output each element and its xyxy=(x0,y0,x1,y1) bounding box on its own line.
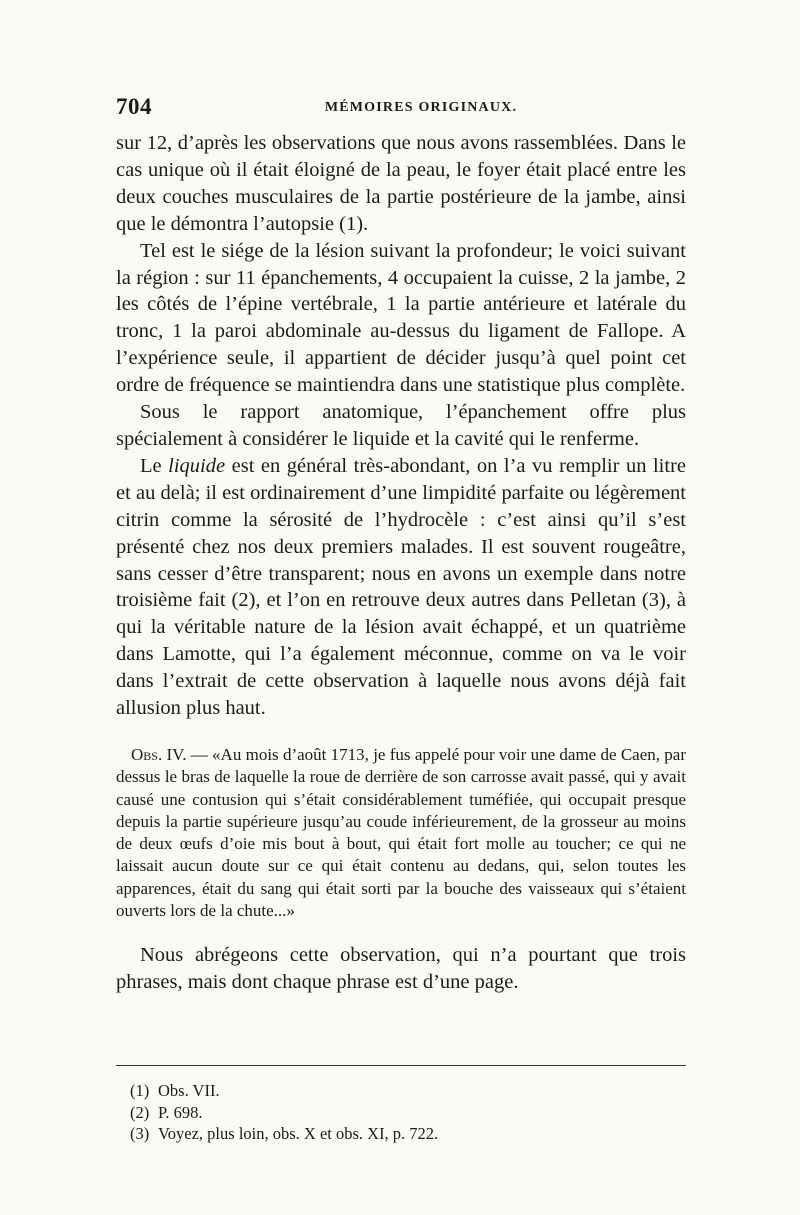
closing-paragraph: Nous abrégeons cette observation, qui n’a pourtant que trois phrases, mais dont chaque phrase est d’une page. xyxy=(116,944,686,994)
footnote-number: (3) xyxy=(130,1124,150,1143)
body-text xyxy=(116,130,686,996)
running-head: MÉMOIRES ORIGINAUX. xyxy=(324,100,518,115)
observation-text: — «Au mois d’août 1713, je fus appelé pour voir une dame de Caen, par dessus le bras de laquelle la roue de derrière de son carrosse avait passé, qui y avait causé une contusion qui s’était considérablement tuméfiée, qui occupait presque depuis la partie supérieure jusqu’au coude inférieurement, de la grosseur au moins de deux œufs d’oie mis bout à bout, qui était fort molle au toucher; ce qui ne laissait aucun doute sur ce qui était contenu au dedans, qui, selon toutes les apparences, était du sang qui était sorti par la bouche des vaisseaux qui s’étaient ouverts lors de la chute...» xyxy=(116,744,686,921)
footnote-3 xyxy=(130,1123,670,1145)
page-number: 704 xyxy=(116,94,152,119)
paragraph-4-emphasis: liquide xyxy=(168,454,226,477)
paragraph-2: Tel est le siége de la lésion suivant la profondeur; le voici suivant la région : sur 11 épanchements, 4 occupaient la cuisse, 2 la jambe, 2 les côtés de l’épine vertébrale, 1 la partie antérieure et latérale du tronc, 1 la paroi abdominale au-dessus du ligament de Fallope. A l’expérience seule, il appartient de décider jusqu’à quel point cet ordre de fréquence se maintiendra dans une statistique plus complète. xyxy=(116,239,686,397)
paragraph-4-text: est en général très-abondant, on l’a vu remplir un litre et au delà; il est ordinairement d’une limpidité parfaite ou légèrement citrin comme la sérosité de l’hydrocèle : c’est ainsi qu’il s’est présenté chez nos deux premiers malades. Il est souvent rougeâtre, sans cesser d’être transparent; nous en avons un exemple dans notre troisième fait (2), et l’on en retrouve deux autres dans Pelletan (3), à qui la véritable nature de la lésion avait échappé, et un quatrième dans Lamotte, qui l’a également méconnue, comme on va le voir dans l’extrait de cette observation à laquelle nous avons déjà fait allusion plus haut. xyxy=(116,454,686,720)
paragraph-3: Sous le rapport anatomique, l’épanchement offre plus spécialement à considérer le liquide et la cavité qui le renferme. xyxy=(116,401,686,450)
page-header xyxy=(116,94,686,124)
footnotes xyxy=(130,1080,670,1145)
footnote-number: (2) xyxy=(130,1102,150,1122)
observation-label: Obs. IV. xyxy=(131,744,187,764)
paragraph-1: sur 12, d’après les observations que nous avons rassemblées. Dans le cas unique où il était éloigné de la peau, le foyer était placé entre les deux couches musculaires de la partie postérieure de la jambe, ainsi que le démontra l’autopsie (1). xyxy=(116,132,686,235)
footnote-text: P. 698. xyxy=(158,1102,203,1122)
footnote-text: Obs. VII. xyxy=(158,1081,220,1100)
footnote-2 xyxy=(130,1102,670,1124)
paragraph-4 xyxy=(116,453,686,722)
observation-block xyxy=(116,744,686,922)
footnote-1 xyxy=(130,1080,670,1102)
footnote-number: (1) xyxy=(130,1081,150,1100)
footnote-text: Voyez, plus loin, obs. X et obs. XI, p. 722. xyxy=(158,1124,439,1143)
paragraph-4-prefix: Le xyxy=(140,454,169,477)
footnote-rule xyxy=(116,1065,686,1066)
